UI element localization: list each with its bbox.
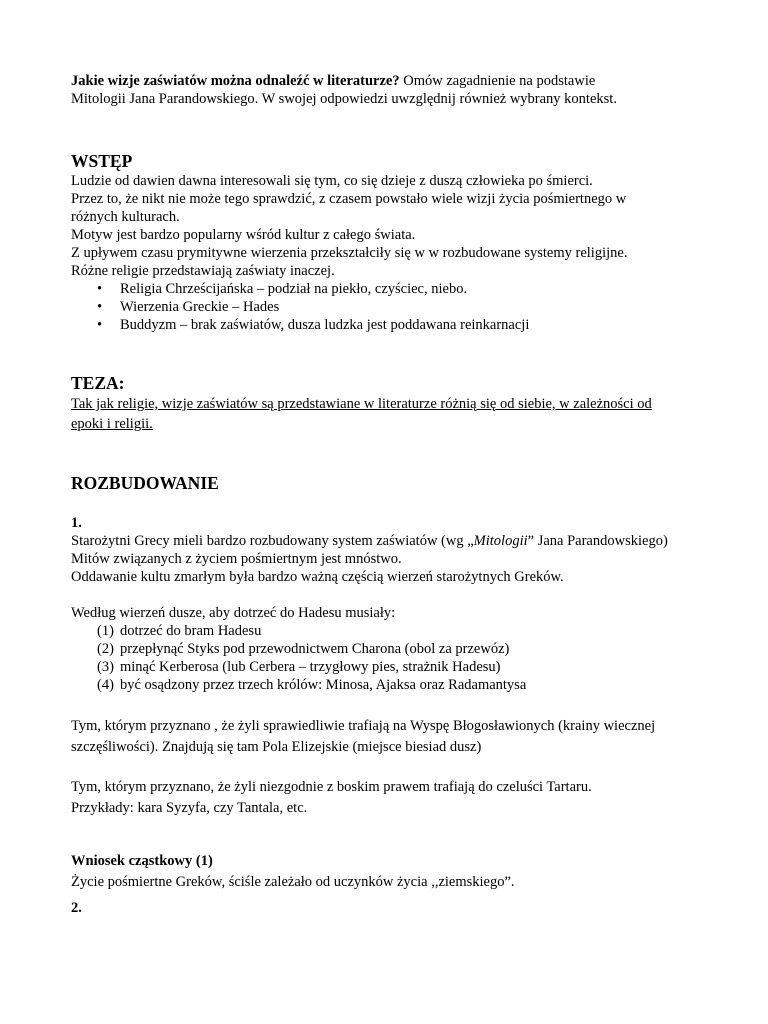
list-item bbox=[71, 622, 711, 640]
list-item bbox=[71, 658, 711, 676]
section-2-number: 2. bbox=[71, 900, 82, 916]
step-text: przepłynąć Styks pod przewodnictwem Charona (obol za przewóz) bbox=[120, 641, 510, 657]
thesis-text: Tak jak religie, wizje zaświatów są przedstawiane w literaturze różnią się od siebie, w zależności od epoki i religii. bbox=[71, 396, 652, 432]
step-number: (2) bbox=[97, 641, 114, 657]
document-page bbox=[71, 72, 711, 917]
section-1-line-1 bbox=[71, 532, 711, 550]
step-text: minąć Kerberosa (lub Cerbera – trzygłowy pies, strażnik Hadesu) bbox=[120, 659, 501, 675]
intro-line-4: Z upływem czasu prymitywne wierzenia przekształciły się w w rozbudowane systemy religijne. bbox=[71, 245, 628, 261]
partial-conclusion-text: Życie pośmiertne Greków, ściśle zależało od uczynków życia ,,ziemskiego”. bbox=[71, 874, 515, 890]
paragraph-just: Tym, którym przyznano , że żyli sprawiedliwie trafiają na Wyspę Błogosławionych (krainy wiecznej szczęśliwości). Znajdują się tam Pola Elizejskie (miejsce biesiad dusz) bbox=[71, 718, 656, 755]
list-item: • Religia Chrześcijańska – podział na piekło, czyściec, niebo. bbox=[71, 280, 711, 298]
text-segment: Starożytni Grecy mieli bardzo rozbudowany system zaświatów (wg „ bbox=[71, 533, 474, 549]
hades-list-intro: Według wierzeń dusze, aby dotrzeć do Hadesu musiały: bbox=[71, 605, 396, 621]
religions-list bbox=[71, 280, 711, 334]
body-heading: ROZBUDOWANIE bbox=[71, 473, 219, 493]
hades-steps-list bbox=[71, 622, 711, 694]
step-text: dotrzeć do bram Hadesu bbox=[120, 623, 262, 639]
question-instructions: Omów zagadnienie na podstawie Mitologii Jana Parandowskiego. W swojej odpowiedzi uwzględnij również wybrany kontekst. bbox=[71, 73, 617, 107]
thesis-heading: TEZA: bbox=[71, 373, 125, 393]
essay-question bbox=[71, 72, 631, 108]
intro-line-2: Przez to, że nikt nie może tego sprawdzić, z czasem powstało wiele wizji życia pośmiertnego w różnych kulturach. bbox=[71, 191, 627, 225]
list-item: • Buddyzm – brak zaświatów, dusza ludzka jest poddawana reinkarnacji bbox=[71, 316, 711, 334]
list-item bbox=[71, 640, 711, 658]
section-1-line-3: Oddawanie kultu zmarłym była bardzo ważną częścią wierzeń starożytnych Greków. bbox=[71, 569, 564, 585]
step-number: (3) bbox=[97, 659, 114, 675]
intro-line-3: Motyw jest bardzo popularny wśród kultur z całego świata. bbox=[71, 227, 416, 243]
step-number: (4) bbox=[97, 677, 114, 693]
paragraph-unjust-2: Przykłady: kara Syzyfa, czy Tantala, etc. bbox=[71, 800, 308, 816]
section-1-line-2: Mitów związanych z życiem pośmiertnym jest mnóstwo. bbox=[71, 551, 402, 567]
list-item bbox=[71, 676, 711, 694]
intro-line-1: Ludzie od dawien dawna interesowali się tym, co się dzieje z duszą człowieka po śmierci. bbox=[71, 173, 593, 189]
list-item: • Wierzenia Greckie – Hades bbox=[71, 298, 711, 316]
intro-line-5: Różne religie przedstawiają zaświaty inaczej. bbox=[71, 263, 335, 279]
step-number: (1) bbox=[97, 623, 114, 639]
text-segment: ” Jana Parandowskiego) bbox=[527, 533, 668, 549]
partial-conclusion-heading: Wniosek cząstkowy (1) bbox=[71, 853, 213, 869]
paragraph-unjust-1: Tym, którym przyznano, że żyli niezgodnie z boskim prawem trafiają do czeluści Tartaru. bbox=[71, 779, 592, 795]
question-title: Jakie wizje zaświatów można odnaleźć w literaturze? bbox=[71, 73, 400, 89]
book-title: Mitologii bbox=[473, 533, 528, 549]
step-text: być osądzony przez trzech królów: Minosa, Ajaksa oraz Radamantysa bbox=[120, 677, 527, 693]
section-1-number: 1. bbox=[71, 515, 82, 531]
intro-heading: WSTĘP bbox=[71, 151, 133, 171]
